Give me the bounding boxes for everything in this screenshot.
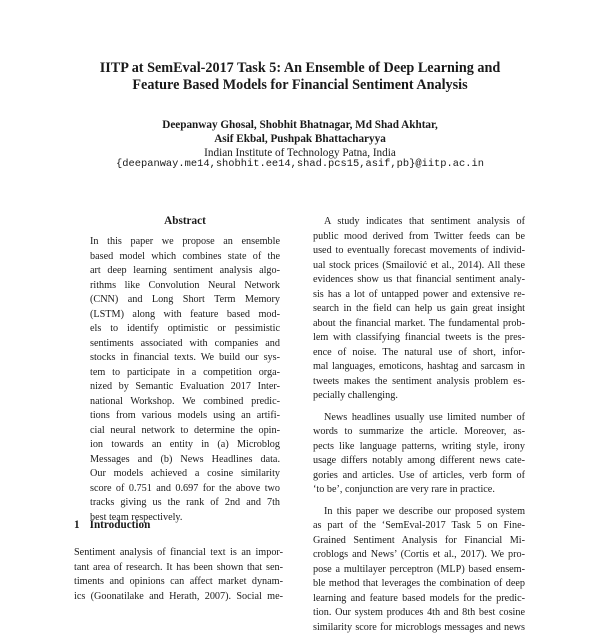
abstract-line: based model which combines state of the	[90, 250, 280, 265]
paragraph-system-description	[313, 505, 525, 635]
author-line: Deepanway Ghosal, Shobhit Bhatnagar, Md Shad Akhtar,	[0, 118, 600, 132]
abstract-line: tracks giving us the rank of 2nd and 7th	[90, 496, 280, 511]
abstract-line: nized by Semantic Evaluation 2017 Inter-	[90, 380, 280, 395]
body-line: ence of noise. The natural use of short, infor-	[313, 346, 525, 361]
abstract-line: ion towards an entity in (a) Microblog	[90, 438, 280, 453]
abstract-line: score of 0.751 and 0.697 for the above two	[90, 482, 280, 497]
section-number: 1	[74, 519, 80, 531]
abstract-line: Our models achieved a cosine similarity	[90, 467, 280, 482]
body-line: ual stock prices (Smailović et al., 2014). All these	[313, 259, 525, 274]
title-line: Feature Based Models for Financial Sentiment Analysis	[0, 77, 600, 94]
abstract-line: (CNN) and Long Short Term Memory	[90, 293, 280, 308]
introduction-body	[74, 546, 283, 604]
abstract-line: sentiments associated with companies and	[90, 337, 280, 352]
body-line: pose a multilayer perceptron (MLP) based ensem-	[313, 563, 525, 578]
body-line: tweets makes the sentiment analysis problem es-	[313, 375, 525, 390]
abstract-line: tions from various models using an artifi-	[90, 409, 280, 424]
body-line: pecially challenging.	[313, 389, 525, 404]
abstract-line: els to identify optimistic or pessimistic	[90, 322, 280, 337]
abstract-line: tem to participate in a competition orga-	[90, 366, 280, 381]
abstract-line: stocks in financial texts. We build our sys-	[90, 351, 280, 366]
intro-line: ics (Goonatilake and Herath, 2007). Social me-	[74, 590, 283, 605]
body-line: pects like language patterns, writing style, irony	[313, 440, 525, 455]
intro-line: timents and opinions can affect market dynam-	[74, 575, 283, 590]
body-line: gories and articles. Use of articles, verb form of	[313, 469, 525, 484]
body-line: ‘to be’, conjunction are very rare in practice.	[313, 483, 525, 498]
section-title: Introduction	[90, 519, 151, 531]
abstract-line: cial neural network to determine the opin-	[90, 424, 280, 439]
abstract-line: Messages and (b) News Headlines data.	[90, 453, 280, 468]
body-line: In this paper we describe our proposed system	[313, 505, 525, 520]
body-line: A study indicates that sentiment analysis of	[313, 215, 525, 230]
intro-line: tant area of research. It has been shown that sen-	[74, 561, 283, 576]
body-line: evidences show us that financial sentiment analy-	[313, 273, 525, 288]
body-line: public mood derived from Twitter feeds can be	[313, 230, 525, 245]
abstract-line: art deep learning sentiment analysis algo-	[90, 264, 280, 279]
body-line: words to summarize the article. Moreover, as-	[313, 425, 525, 440]
body-line: tion. Our system produces 4th and 8th best cosine	[313, 606, 525, 621]
paper-title	[0, 60, 600, 94]
body-line: usage differs notably among different news cate-	[313, 454, 525, 469]
abstract-line: best team respectively.	[90, 511, 280, 526]
intro-line: Sentiment analysis of financial text is an impor-	[74, 546, 283, 561]
affiliation: Indian Institute of Technology Patna, India	[0, 146, 600, 160]
section-heading-introduction	[74, 519, 150, 531]
body-line: as part of the ‘SemEval-2017 Task 5 on Fine-	[313, 519, 525, 534]
title-line: IITP at SemEval-2017 Task 5: An Ensemble of Deep Learning and	[0, 60, 600, 77]
body-line: ble method that leverages the combination of deep	[313, 577, 525, 592]
author-list	[0, 118, 600, 146]
abstract-line: In this paper we propose an ensemble	[90, 235, 280, 250]
body-line: similarity score for microblogs messages and news	[313, 621, 525, 635]
body-line: lem with classifying financial tweets is the pres-	[313, 331, 525, 346]
abstract-heading: Abstract	[90, 215, 280, 227]
body-line: sis has a lot of untapped power and extensive re-	[313, 288, 525, 303]
author-line: Asif Ekbal, Pushpak Bhattacharyya	[0, 132, 600, 146]
author-emails: {deepanway.me14,shobhit.ee14,shad.pcs15,asif,pb}@iitp.ac.in	[0, 157, 600, 171]
paragraph-news-headlines	[313, 411, 525, 498]
right-column	[313, 215, 525, 635]
body-line: croblogs and News’ (Cortis et al., 2017). We pro-	[313, 548, 525, 563]
body-line: mal languages, emoticons, hashtag and sarcasm in	[313, 360, 525, 375]
body-line: used to eventually forecast movements of individ-	[313, 244, 525, 259]
body-line: search in the field can help us gain great insight	[313, 302, 525, 317]
abstract-line: rithms like Convolution Neural Network	[90, 279, 280, 294]
body-line: News headlines usually use limited number of	[313, 411, 525, 426]
abstract-line: national Workshop. We combined predic-	[90, 395, 280, 410]
body-line: learning and feature based models for the predic-	[313, 592, 525, 607]
abstract-body	[90, 235, 280, 525]
abstract-line: (LSTM) along with feature based mod-	[90, 308, 280, 323]
body-line: Grained Sentiment Analysis for Financial Mi-	[313, 534, 525, 549]
body-line: about the financial market. The fundamental prob-	[313, 317, 525, 332]
paragraph-twitter-study	[313, 215, 525, 404]
